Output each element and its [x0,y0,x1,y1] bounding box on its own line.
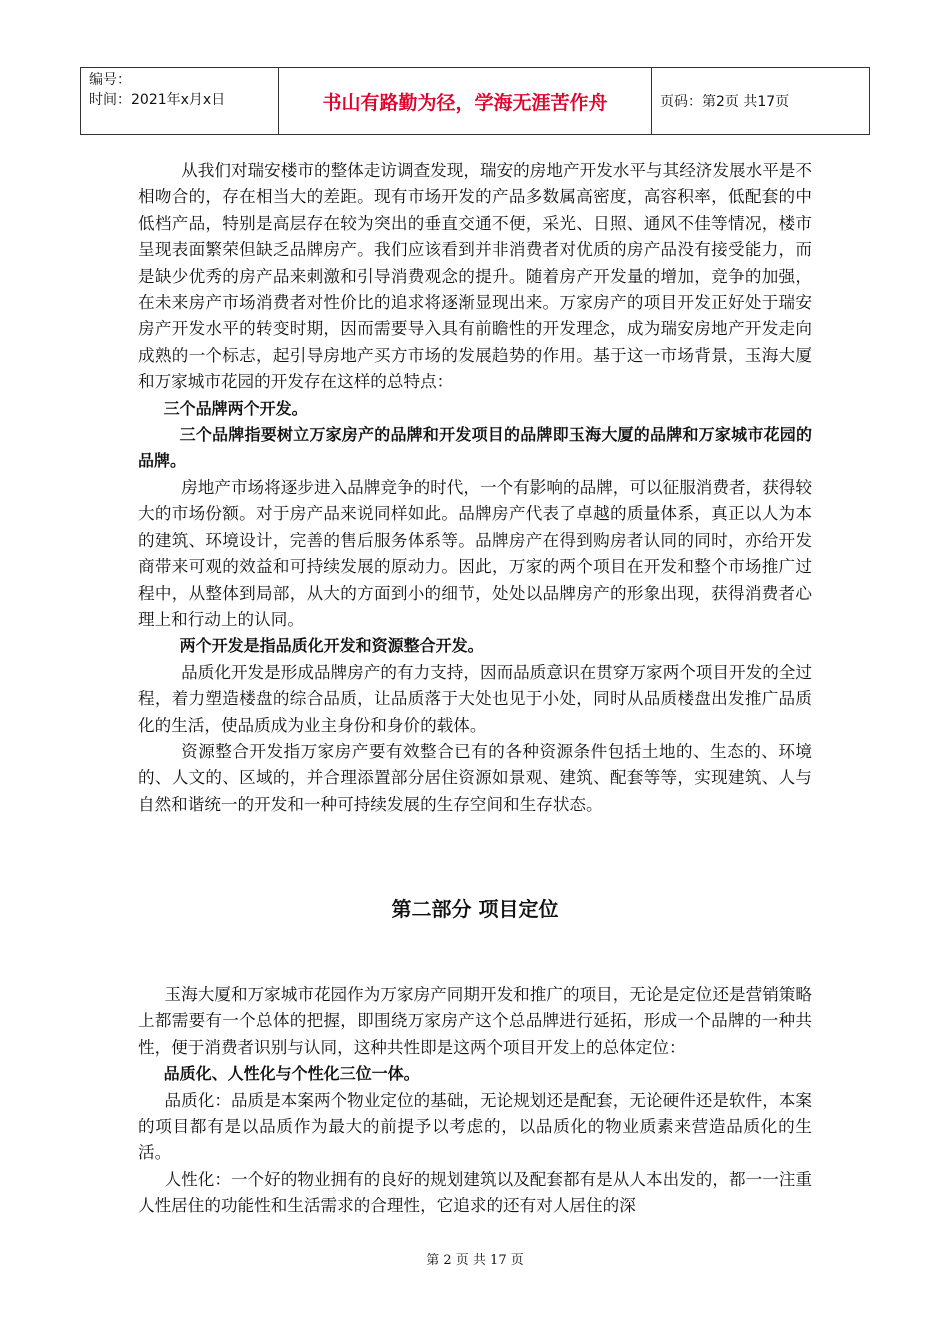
paragraph-market-survey: 从我们对瑞安楼市的整体走访调查发现，瑞安的房地产开发水平与其经济发展水平是不相吻合的，存在相当大的差距。现有市场开发的产品多数属高密度，高容积率，低配套的中低档产品，特别是高层存在较为突出的垂直交通不便，采光、日照、通风不佳等情况，楼市呈现表面繁荣但缺乏品牌房产。我们应该看到并非消费者对优质的房产品没有接受能力，而是缺少优秀的房产品来刺激和引导消费观念的提升。随着房产开发量的增加，竞争的加强，在未来房产市场消费者对性价比的追求将逐渐显现出来。万家房产的项目开发正好处于瑞安房产开发水平的转变时期，因而需要导入具有前瞻性的开发理念，成为瑞安房地产开发走向成熟的一个标志，起引导房地产买方市场的发展趋势的作用。基于这一市场背景，玉海大厦和万家城市花园的开发存在这样的总特点： [138,161,812,392]
time-label: 时间：2021年x月x日 [89,92,226,108]
body-part-1 [138,158,812,818]
number-label: 编号： [89,72,131,88]
page-label: 页码：第2页 共17页 [660,94,790,110]
paragraph-quality: 品质化：品质是本案两个物业定位的基础，无论规划还是配套，无论硬件还是软件，本案的项目都有是以品质作为最大的前提予以考虑的，以品质化的物业质素来营造品质化的生活。 [138,1090,812,1163]
header-left-cell [81,68,279,134]
heading-three-brands: 三个品牌两个开发。 [163,398,308,418]
heading-two-developments: 两个开发是指品质化开发和资源整合开发。 [179,636,484,656]
paragraph-humanization: 人性化：一个好的物业拥有的良好的规划建筑以及配套都有是从人本出发的，都一一注重人性居住的功能性和生活需求的合理性，它追求的还有对人居住的深 [138,1169,812,1216]
heading-brand-definition: 三个品牌指要树立万家房产的品牌和开发项目的品牌即玉海大厦的品牌和万家城市花园的品牌。 [138,425,812,471]
header-table [80,67,870,135]
body-part-2 [138,982,812,1220]
heading-trinity: 品质化、人性化与个性化三位一体。 [163,1064,420,1084]
page-footer: 第 2 页 共 17 页 [426,1253,524,1268]
section-title: 第二部分 项目定位 [391,897,559,921]
paragraph-brand-competition: 房地产市场将逐步进入品牌竞争的时代，一个有影响的品牌，可以征服消费者，获得较大的市场份额。对于房产品来说同样如此。品牌房产代表了卓越的质量体系，真正以人为本的建筑、环境设计，完善的售后服务体系等。品牌房产在得到购房者认同的同时，亦给开发商带来可观的效益和可持续发展的原动力。因此，万家的两个项目在开发和整个市场推广过程中，从整体到局部，从大的方面到小的细节，处处以品牌房产的形象出现，获得消费者心理上和行动上的认同。 [138,477,812,629]
motto: 书山有路勤为径，学海无涯苦作舟 [279,68,652,134]
paragraph-resource-integration: 资源整合开发指万家房产要有效整合已有的各种资源条件包括土地的、生态的、环境的、人文的、区域的，并合理添置部分居住资源如景观、建筑、配套等等，实现建筑、人与自然和谐统一的开发和一种可持续发展的生存空间和生存状态。 [138,741,812,814]
paragraph-quality-development: 品质化开发是形成品牌房产的有力支持，因而品质意识在贯穿万家两个项目开发的全过程，着力塑造楼盘的综合品质，让品质落于大处也见于小处，同时从品质楼盘出发推广品质化的生活，使品质成为业主身份和身价的载体。 [138,662,812,735]
paragraph-positioning-intro: 玉海大厦和万家城市花园作为万家房产同期开发和推广的项目，无论是定位还是营销策略上都需要有一个总体的把握，即围绕万家房产这个总品牌进行延拓，形成一个品牌的一种共性，便于消费者识别与认同，这种共性即是这两个项目开发上的总体定位： [138,985,812,1057]
